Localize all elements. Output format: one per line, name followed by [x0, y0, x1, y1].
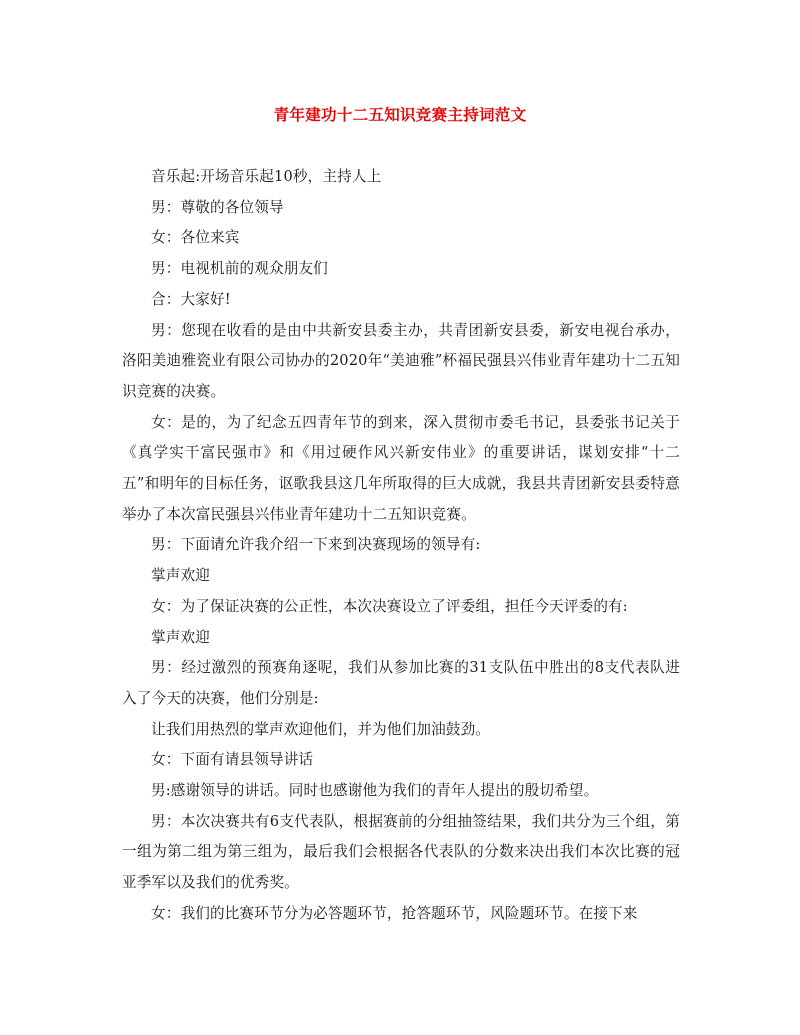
paragraph: 合：大家好! — [151, 290, 231, 308]
paragraph: 音乐起:开场音乐起10秒，主持人上 — [151, 168, 382, 185]
paragraph: 女：是的，为了纪念五四青年节的到来，深入贯彻市委毛书记，县委张书记关于《真学实干富民强市》和《用过硬作风兴新安伟业》的重要讲话，谋划安排“十二五”和明年的目标任务，讴歌我县这几年所取得的巨大成就，我县共青团新安县委特意举办了本次富民强县兴伟业青年建功十二五知识竞赛。 — [122, 413, 680, 523]
paragraph: 女：我们的比赛环节分为必答题环节，抢答题环节，风险题环节。在接下来 — [151, 904, 638, 922]
paragraph: 男：下面请允许我介绍一下来到决赛现场的领导有: — [151, 536, 481, 554]
paragraph: 掌声欢迎 — [151, 567, 210, 585]
paragraph: 掌声欢迎 — [151, 628, 210, 646]
paragraph: 让我们用热烈的掌声欢迎他们，并为他们加油鼓劲。 — [151, 720, 491, 738]
document-body — [122, 162, 680, 930]
document-title: 青年建功十二五知识竞赛主持词范文 — [273, 105, 527, 124]
paragraph: 男：您现在收看的是由中共新安县委主办，共青团新安县委，新安电视台承办，洛阳美迪雅瓷业有限公司协办的2020年“美迪雅”杯福民强县兴伟业青年建功十二五知识竞赛的决赛。 — [122, 321, 680, 400]
paragraph: 女：下面有请县领导讲话 — [151, 751, 314, 769]
paragraph: 男：本次决赛共有6支代表队，根据赛前的分组抽签结果，我们共分为三个组，第一组为第二组为第三组为，最后我们会根据各代表队的分数来决出我们本次比赛的冠亚季军以及我们的优秀奖。 — [122, 812, 680, 892]
paragraph: 男：经过激烈的预赛角逐呢，我们从参加比赛的31支队伍中胜出的8支代表队进入了今天的决赛，他们分别是: — [122, 659, 680, 707]
paragraph: 男:感谢领导的讲话。同时也感谢他为我们的青年人提出的殷切希望。 — [151, 782, 599, 800]
paragraph: 男：电视机前的观众朋友们 — [151, 260, 328, 278]
paragraph: 男：尊敬的各位领导 — [151, 198, 284, 216]
paragraph: 女：各位来宾 — [151, 229, 240, 247]
paragraph: 女：为了保证决赛的公正性，本次决赛设立了评委组，担任今天评委的有: — [151, 597, 628, 615]
